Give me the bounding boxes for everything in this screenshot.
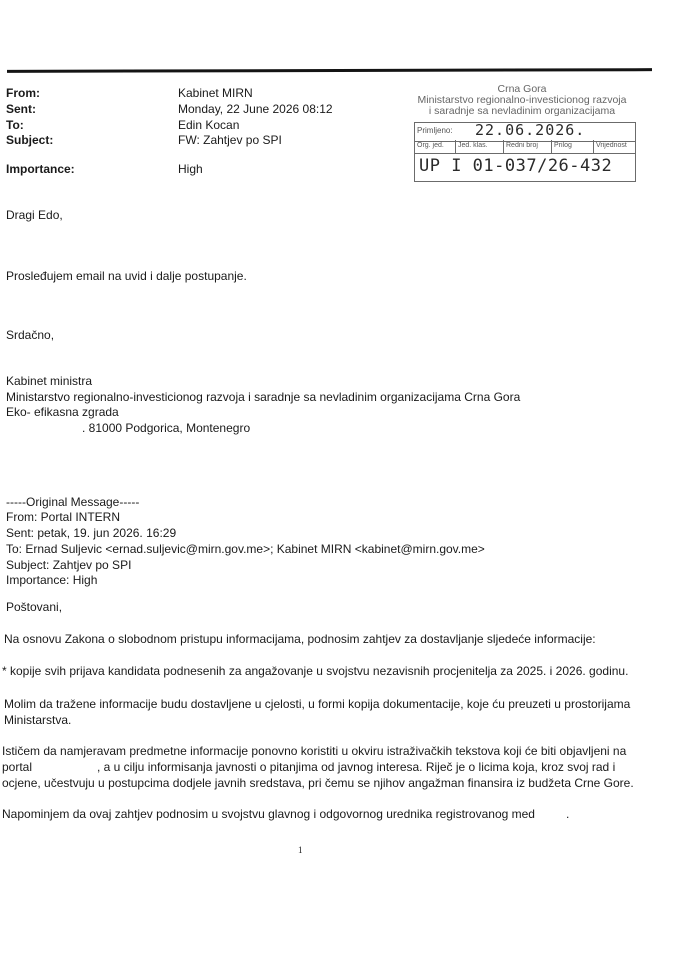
stamp-col-1: Org. jed. (417, 142, 444, 149)
stamp-line-3: i saradnje sa nevladinim organizacijama (428, 105, 616, 117)
stamp-number: UP I 01-037/26-432 (419, 156, 613, 176)
paragraph-2: * kopije svih prijava kandidata podnesenih za angažovanje u svojstvu nezavisnih procjenitelja za 2025. i 2026. godinu. (2, 664, 629, 678)
signature-line-2: Ministarstvo regionalno-investicionog razvoja i saradnje sa nevladinim organizacijama Crna Gora (6, 390, 521, 404)
original-separator: -----Original Message----- (6, 495, 140, 509)
stamp-received-row (414, 122, 636, 142)
original-from: From: Portal INTERN (6, 510, 121, 524)
signature-line-1: Kabinet ministra (6, 374, 93, 388)
to-label: To: (6, 118, 24, 132)
paragraph-4-line-2a: portal (2, 760, 33, 774)
original-subject: Subject: Zahtjev po SPI (6, 558, 132, 572)
page-number: 1 (298, 845, 303, 855)
subject-label: Subject: (6, 133, 54, 147)
original-sent: Sent: petak, 19. jun 2026. 16:29 (6, 526, 177, 540)
stamp-line-1: Crna Gora (497, 83, 547, 95)
paragraph-1: Na osnovu Zakona o slobodnom pristupu informacijama, podnosim zahtjev za dostavljanje sljedeće informacije: (4, 632, 596, 646)
original-salutation: Poštovani, (6, 600, 63, 614)
stamp-line-2: Ministarstvo regionalno-investicionog razvoja (417, 94, 627, 106)
paragraph-5: Napominjem da ovaj zahtjev podnosim u svojstvu glavnog i odgovornog urednika registrovanog med (2, 807, 535, 821)
sent-label: Sent: (6, 102, 36, 116)
stamp-col-5: Vrijednost (593, 140, 636, 153)
paragraph-5-end: . (566, 807, 570, 821)
importance-value: High (178, 162, 203, 176)
greeting: Dragi Edo, (6, 208, 63, 222)
subject-value: FW: Zahtjev po SPI (178, 133, 282, 147)
original-to: To: Ernad Suljevic <ernad.suljevic@mirn.gov.me>; Kabinet MIRN <kabinet@mirn.gov.me> (6, 542, 485, 556)
closing: Srdačno, (6, 328, 55, 342)
paragraph-3-line-1: Molim da tražene informacije budu dostavljene u cjelosti, u formi kopija dokumentacije, koje ću preuzeti u prostorijama (4, 697, 631, 711)
stamp-number-row (414, 153, 636, 182)
importance-label: Importance: (6, 162, 75, 176)
paragraph-4-line-3: ocjene, učestvuju u postupcima dodjele javnih sredstava, pri čemu se njihov angažman finansira iz budžeta Crne Gore. (2, 776, 634, 790)
to-value: Edin Kocan (178, 118, 240, 132)
original-importance: Importance: High (6, 573, 98, 587)
signature-line-3: Eko- efikasna zgrada (6, 405, 119, 419)
registry-stamp (404, 84, 640, 188)
stamp-col-4: Prilog (551, 140, 594, 153)
stamp-col-2: Jed. klas. (455, 140, 504, 153)
paragraph-4-line-2b: , a u cilju informisanja javnosti o pitanjima od javnog interesa. Riječ je o licima koja, kroz svoj rad i (97, 760, 616, 774)
signature-line-4: . 81000 Podgorica, Montenegro (82, 421, 251, 435)
forward-message: Prosleđujem email na uvid i dalje postupanje. (6, 269, 247, 283)
stamp-received-label: Primljeno: (417, 126, 453, 135)
paragraph-4-line-1: Ističem da namjeravam predmetne informacije ponovno koristiti u okviru istraživačkih tekstova koji će biti objavljeni na (2, 744, 627, 758)
sent-value: Monday, 22 June 2026 08:12 (178, 102, 333, 116)
paragraph-3-line-2: Ministarstva. (4, 713, 72, 727)
header-rule (7, 68, 652, 73)
stamp-received-date: 22.06.2026. (475, 121, 586, 139)
stamp-col-3: Redni broj (503, 140, 552, 153)
stamp-columns-row (414, 140, 636, 154)
from-label: From: (6, 86, 40, 100)
from-value: Kabinet MIRN (178, 86, 253, 100)
